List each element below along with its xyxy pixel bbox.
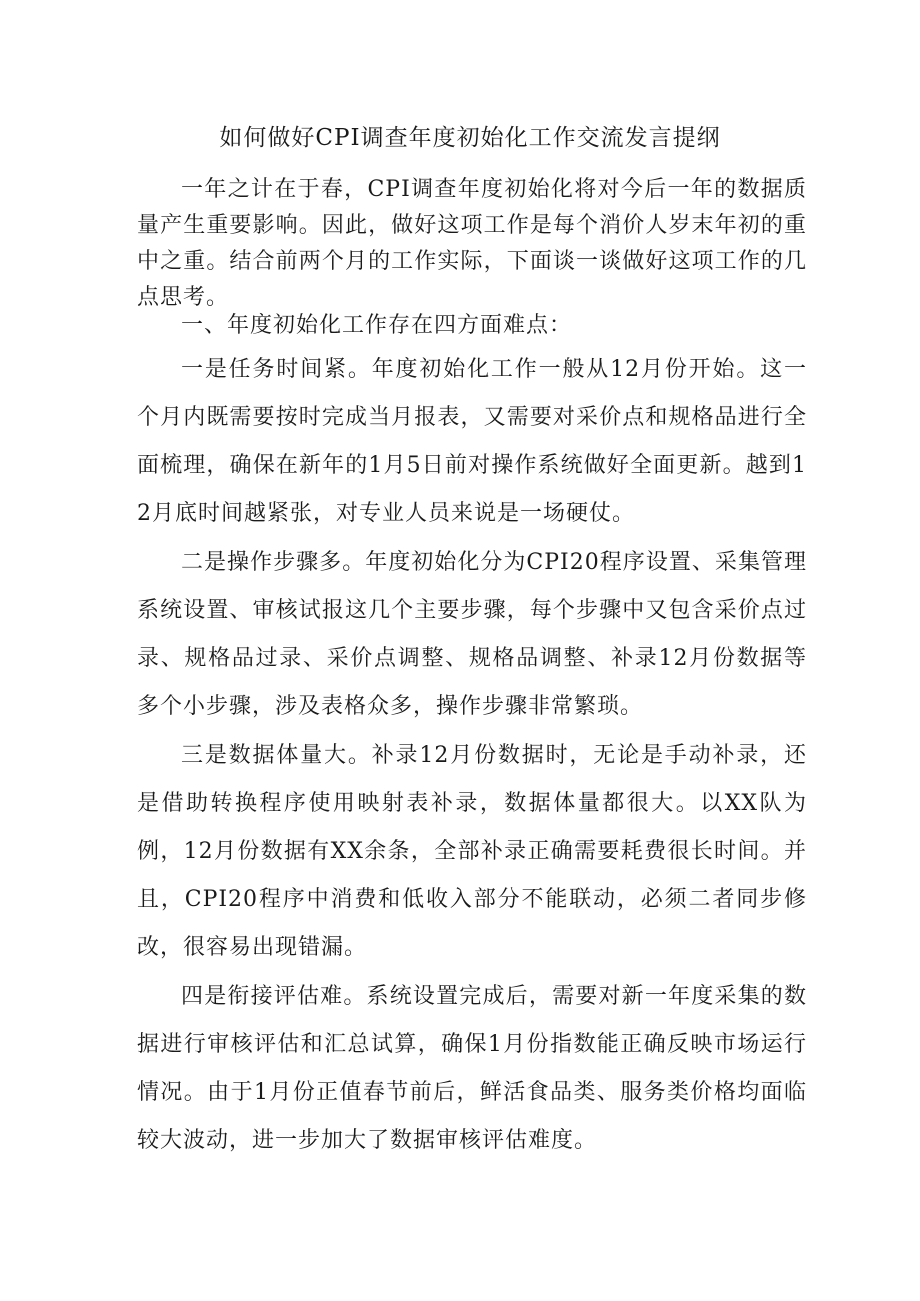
point-many-steps: 二是操作步骤多。年度初始化分为CPI20程序设置、采集管理系统设置、审核试报这几个主要步骤，每个步骤中又包含采价点过录、规格品过录、采价点调整、规格品调整、补录12月份数据等多个小步骤，涉及表格众多，操作步骤非常繁琐。 — [137, 550, 807, 719]
intro-paragraph: 一年之计在于春，CPI调查年度初始化将对今后一年的数据质量产生重要影响。因此，做好这项工作是每个消价人岁末年初的重中之重。结合前两个月的工作实际，下面谈一谈做好这项工作的几点思考。 — [137, 177, 807, 310]
point-time-pressure: 一是任务时间紧。年度初始化工作一般从12月份开始。这一个月内既需要按时完成当月报表，又需要对采价点和规格品进行全面梳理，确保在新年的1月5日前对操作系统做好全面更新。越到12月底时间越紧张，对专业人员来说是一场硬仗。 — [137, 357, 807, 526]
document-title: 如何做好CPI调查年度初始化工作交流发言提纲 — [219, 125, 721, 151]
point-transition-assessment: 四是衔接评估难。系统设置完成后，需要对新一年度采集的数据进行审核评估和汇总试算，确保1月份指数能正确反映市场运行情况。由于1月份正值春节前后，鲜活食品类、服务类价格均面临较大波动，进一步加大了数据审核评估难度。 — [137, 984, 807, 1153]
point-large-data-volume: 三是数据体量大。补录12月份数据时，无论是手动补录，还是借助转换程序使用映射表补录，数据体量都很大。以XX队为例，12月份数据有XX余条，全部补录正确需要耗费很长时间。并且，CPI20程序中消费和低收入部分不能联动，必须二者同步修改，很容易出现错漏。 — [137, 743, 807, 960]
section-heading: 一、年度初始化工作存在四方面难点： — [181, 313, 573, 338]
